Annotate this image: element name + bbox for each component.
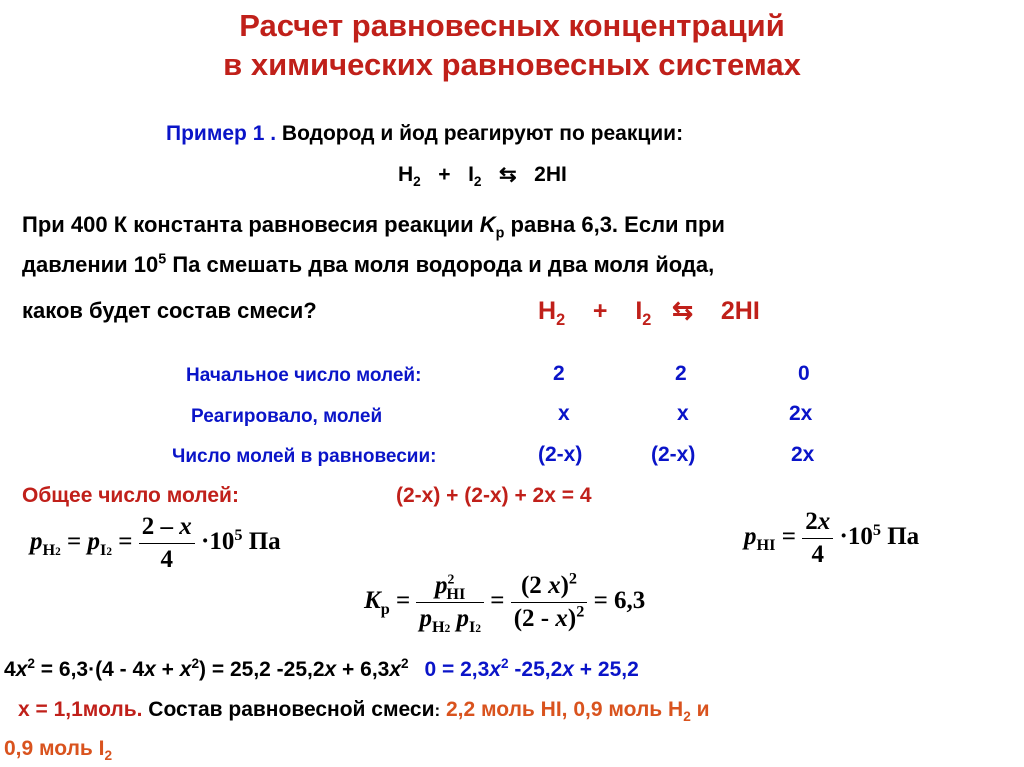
- eq-part: (4 - 4: [95, 658, 145, 681]
- x-value: x = 1,1моль.: [18, 698, 143, 721]
- pressure-fraction: [416, 571, 483, 636]
- denominator: [511, 603, 588, 633]
- row-equilibrium-hi: 2x: [791, 443, 815, 466]
- x-var: x: [489, 658, 501, 681]
- sub-2: 2: [104, 748, 113, 764]
- h2-symbol: H: [538, 297, 557, 325]
- equals-sign: =: [67, 528, 82, 556]
- x-var: x: [144, 658, 156, 681]
- sup-2: 2: [27, 656, 35, 671]
- reaction-red: [538, 296, 760, 329]
- fraction: [802, 508, 833, 569]
- normalized-equation: [424, 658, 638, 681]
- problem-text-c: давлении 10: [22, 252, 159, 277]
- kp-symbol: K: [479, 212, 496, 237]
- kp-subscript: p: [495, 225, 505, 242]
- i2-subscript: 2: [642, 311, 652, 329]
- row-equilibrium-h2: (2-x): [538, 443, 583, 466]
- i2-symbol: I: [635, 297, 643, 325]
- sub-2: 2: [475, 623, 481, 635]
- row-label-initial: Начальное число молей:: [186, 365, 422, 386]
- answer-line-2: [4, 737, 113, 764]
- kp-result: = 6,3: [593, 587, 646, 615]
- eq-4: 4: [4, 658, 16, 681]
- sup-2: 2: [401, 656, 409, 671]
- eq-part: +: [155, 658, 180, 681]
- ten: 10: [209, 528, 235, 556]
- eq-part: ) = 25,2 -25,2: [199, 658, 325, 681]
- p-symbol: p: [30, 528, 43, 556]
- x-var: x: [15, 658, 28, 681]
- x-var: x: [548, 572, 561, 599]
- x-var: x: [817, 508, 831, 535]
- problem-line-1: [22, 212, 725, 242]
- equilibrium-arrow-icon: ⇆: [672, 297, 694, 325]
- open-paren: (2 -: [513, 605, 556, 632]
- sub-hi: HI: [446, 585, 466, 603]
- eq-part: 0 = 2,3: [424, 658, 490, 681]
- unit-pa: Па: [248, 528, 281, 556]
- answer-text: Состав равновесной смеси: [142, 698, 435, 721]
- row-initial-h2: 2: [553, 362, 565, 385]
- equilibrium-arrow-icon: ⇆: [499, 163, 517, 186]
- numerator: [511, 569, 588, 603]
- x-var: x: [562, 658, 574, 681]
- row-initial-i2: 2: [675, 362, 687, 385]
- p-symbol: p: [744, 523, 757, 551]
- equals-sign: =: [118, 528, 133, 556]
- sub-2: 2: [444, 623, 451, 635]
- answer-line-1: [18, 698, 710, 725]
- title-line-1: Расчет равновесных концентраций: [239, 8, 785, 43]
- problem-line-3: каков будет состав смеси?: [22, 298, 317, 323]
- plus-sign: +: [438, 163, 451, 186]
- sup-2: 2: [191, 656, 200, 671]
- equals-sign: =: [395, 587, 411, 615]
- close-paren: ): [560, 572, 569, 599]
- x-var: x: [389, 658, 402, 681]
- result-part: 2,2 моль HI, 0,9 моль H: [440, 698, 684, 721]
- sup-2: 2: [447, 571, 455, 587]
- partial-pressure-h2-i2-formula: [30, 513, 281, 574]
- row-initial-hi: 0: [798, 362, 810, 385]
- eq-part: + 25,2: [573, 658, 639, 681]
- row-reacted-i2: x: [677, 402, 689, 425]
- fraction: [139, 513, 195, 574]
- numerator: [139, 513, 195, 544]
- result-part: 0,9 моль I: [4, 737, 105, 760]
- x-var: x: [179, 513, 192, 540]
- quadratic-equation-line: [4, 658, 639, 682]
- problem-line-2: [22, 252, 714, 278]
- problem-text-a: При 400 К константа равновесия реакции: [22, 212, 480, 237]
- numerator: [416, 572, 483, 603]
- sub-i: I: [469, 618, 476, 636]
- denominator: 4: [811, 541, 824, 568]
- p-symbol: p: [419, 605, 432, 632]
- problem-text-d: Па смешать два моля водорода и два моля йода,: [166, 252, 715, 277]
- eq-part: + 6,3: [336, 658, 390, 681]
- numerator: [802, 508, 833, 539]
- ten: 10: [847, 523, 873, 551]
- eq-part: -25,2: [508, 658, 563, 681]
- open-paren: (2: [520, 572, 549, 599]
- sup-2: 2: [500, 656, 509, 671]
- row-equilibrium-i2: (2-x): [651, 443, 696, 466]
- dot-operator: ·: [839, 523, 848, 551]
- sup-2: 2: [576, 602, 585, 621]
- problem-text-b: равна 6,3. Если при: [504, 212, 725, 237]
- kp-symbol: K: [364, 587, 381, 615]
- p-symbol: p: [456, 605, 469, 632]
- plus-sign: +: [592, 297, 608, 325]
- x-var: x: [179, 658, 192, 681]
- title-line-2: в химических равновесных системах: [223, 47, 801, 82]
- result-part: и: [690, 698, 710, 721]
- h2-subscript: 2: [413, 174, 421, 190]
- sub-2: 2: [106, 546, 112, 559]
- num-2: 2: [805, 508, 818, 535]
- sup-2: 2: [568, 569, 578, 588]
- equals-sign: =: [490, 587, 505, 615]
- h2-symbol: H: [398, 163, 414, 186]
- x-var: x: [324, 658, 337, 681]
- equilibrium-constant-formula: [364, 569, 646, 636]
- sub-h: H: [42, 541, 56, 560]
- unit-pa: Па: [887, 523, 920, 551]
- answer-result: [440, 698, 710, 725]
- num-2: 2 –: [141, 513, 180, 540]
- example-line: [166, 122, 683, 146]
- total-moles-label: Общее число молей:: [22, 484, 239, 507]
- sub-2: 2: [55, 546, 61, 559]
- product-hi: 2HI: [720, 297, 760, 325]
- kp-subscript: р: [380, 600, 390, 619]
- h2-subscript: 2: [556, 311, 566, 329]
- eq-part: = 6,3: [34, 658, 89, 681]
- sub-hi: HI: [756, 536, 776, 555]
- row-reacted-h2: x: [558, 402, 570, 425]
- i2-subscript: 2: [473, 174, 482, 190]
- dot-operator: ·: [200, 528, 210, 556]
- equals-sign: =: [781, 523, 796, 551]
- p-symbol: p: [87, 528, 101, 556]
- denominator: [416, 603, 483, 636]
- example-label: Пример 1 .: [166, 122, 277, 145]
- moles-fraction: [511, 569, 588, 633]
- colon: :: [434, 701, 441, 720]
- sub-i: I: [100, 541, 107, 560]
- row-reacted-hi: 2x: [789, 402, 813, 425]
- total-moles-expression: (2-x) + (2-x) + 2x = 4: [396, 484, 592, 507]
- exponent: 5: [872, 520, 881, 539]
- x-var: x: [555, 605, 568, 632]
- sub-h: H: [431, 618, 445, 636]
- product-hi: 2HI: [534, 163, 567, 186]
- example-text: Водород и йод реагируют по реакции:: [281, 122, 684, 145]
- row-label-reacted: Реагировало, молей: [191, 406, 383, 427]
- row-label-equilibrium: Число молей в равновесии:: [172, 446, 437, 467]
- partial-pressure-hi-formula: [744, 508, 919, 569]
- sub-2: 2: [683, 709, 691, 725]
- dot-operator: ·: [88, 658, 96, 681]
- close-paren: ): [567, 605, 577, 632]
- i2-symbol: I: [468, 163, 474, 186]
- denominator: 4: [160, 546, 173, 573]
- reaction-black: [398, 162, 567, 190]
- p-symbol: p: [435, 572, 448, 599]
- pressure-exponent: 5: [158, 251, 167, 268]
- exponent: 5: [234, 525, 243, 544]
